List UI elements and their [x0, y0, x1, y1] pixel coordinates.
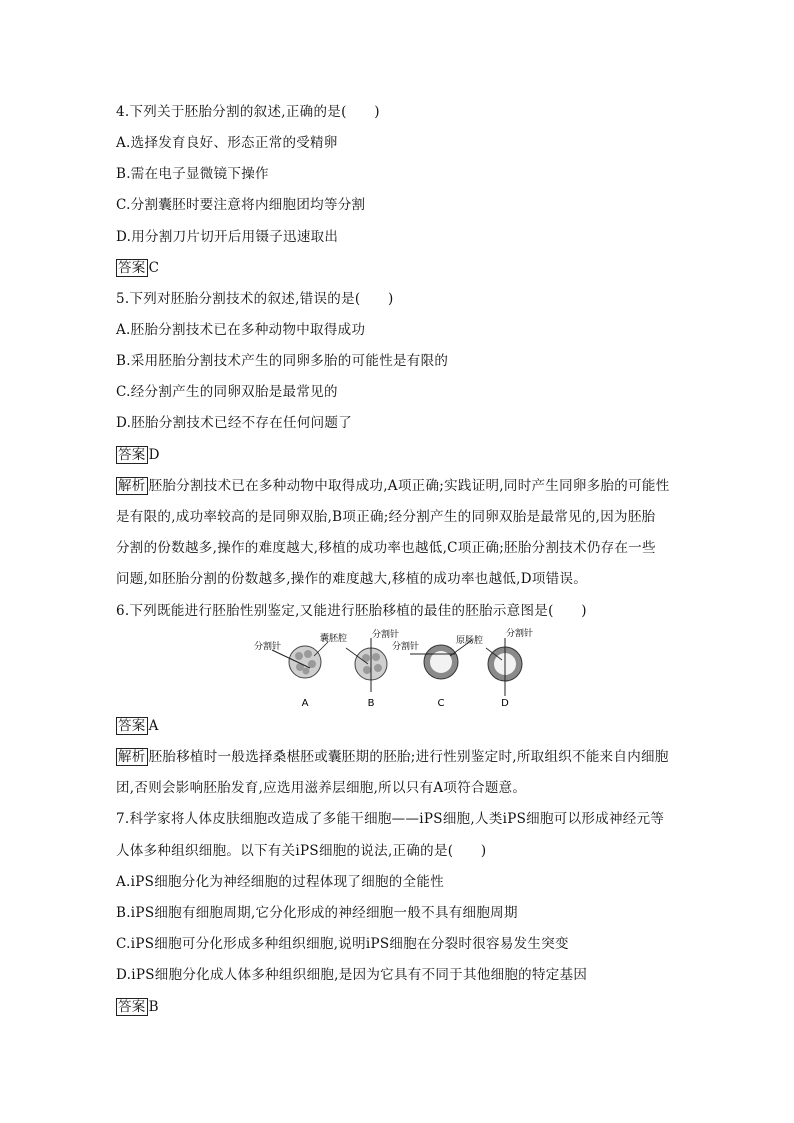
- label-archenteron: 原肠腔: [456, 636, 484, 646]
- q5-stem: 5.下列对胚胎分割技术的叙述,错误的是( ): [116, 291, 394, 307]
- panel-label-c: C: [437, 698, 445, 709]
- q6-analysis-text-1: 胚胎移植时一般选择桑椹胚或囊胚期的胚胎;进行性别鉴定时,所取组织不能来自内细胞: [148, 749, 669, 765]
- q5-answer: [116, 446, 160, 464]
- q6-answer: [116, 717, 159, 735]
- q4-option-b: B.需在电子显微镜下操作: [116, 166, 269, 182]
- q6-analysis-line-2: 团,否则会影响胚胎发育,应选用滋养层细胞,所以只有A项符合题意。: [116, 780, 527, 796]
- label-blastocoel: 囊胚腔: [320, 634, 348, 644]
- q7-stem-line-2: 人体多种组织细胞。以下有关iPS细胞的说法,正确的是( ): [116, 843, 487, 859]
- q4-option-c: C.分割囊胚时要注意将内细胞团均等分割: [116, 197, 366, 213]
- answer-tag: 答案: [118, 718, 146, 734]
- q5-analysis-line-3: 分割的份数越多,操作的难度越大,移植的成功率也越低,C项正确;胚胎分割技术仍存在一些: [116, 540, 656, 556]
- label-needle-c: 分割针: [392, 642, 420, 652]
- panel-label-d: D: [501, 698, 509, 709]
- q5-option-a: A.胚胎分割技术已在多种动物中取得成功: [116, 322, 366, 338]
- q5-option-d: D.胚胎分割技术已经不存在任何问题了: [116, 415, 353, 431]
- label-needle-d: 分割针: [506, 629, 534, 639]
- q4-stem: 4.下列关于胚胎分割的叙述,正确的是( ): [116, 104, 380, 120]
- q5-option-c: C.经分割产生的同卵双胎是最常见的: [116, 384, 338, 400]
- q6-stem: 6.下列既能进行胚胎性别鉴定,又能进行胚胎移植的最佳的胚胎示意图是( ): [116, 603, 587, 619]
- label-needle-a: 分割针: [254, 642, 282, 652]
- analysis-tag: 解析: [118, 478, 146, 494]
- embryo-b: [346, 638, 387, 692]
- q7-option-a: A.iPS细胞分化为神经细胞的过程体现了细胞的全能性: [116, 874, 444, 890]
- q5-analysis-line-2: 是有限的,成功率较高的是同卵双胎,B项正确;经分割产生的同卵双胎是最常见的,因为胚胎: [116, 509, 656, 525]
- panel-label-b: B: [367, 698, 375, 709]
- q5-analysis-line-1: [116, 477, 670, 495]
- q7-option-d: D.iPS细胞分化成人体多种组织细胞,是因为它具有不同于其他细胞的特定基因: [116, 967, 588, 983]
- q7-answer-value: B: [148, 999, 159, 1015]
- q5-analysis-line-4: 问题,如胚胎分割的份数越多,操作的难度越大,移植的成功率也越低,D项错误。: [116, 571, 588, 587]
- q7-option-c: C.iPS细胞可分化形成多种组织细胞,说明iPS细胞在分裂时很容易发生突变: [116, 936, 569, 952]
- q4-option-d: D.用分割刀片切开后用镊子迅速取出: [116, 229, 339, 245]
- q7-stem-line-1: 7.科学家将人体皮肤细胞改造成了多能干细胞——iPS细胞,人类iPS细胞可以形成神经元等: [116, 811, 665, 827]
- embryo-figure: [250, 626, 550, 712]
- q5-analysis-text-1: 胚胎分割技术已在多种动物中取得成功,A项正确;实践证明,同时产生同卵多胎的可能性: [148, 478, 670, 494]
- analysis-tag: 解析: [118, 749, 146, 765]
- q6-answer-value: A: [148, 718, 159, 734]
- label-needle-b: 分割针: [372, 630, 400, 640]
- q5-option-b: B.采用胚胎分割技术产生的同卵多胎的可能性是有限的: [116, 353, 449, 369]
- answer-tag: 答案: [118, 999, 146, 1015]
- q7-answer: [116, 998, 159, 1016]
- answer-tag: 答案: [118, 447, 146, 463]
- q4-option-a: A.选择发育良好、形态正常的受精卵: [116, 135, 338, 151]
- q6-analysis-line-1: [116, 748, 669, 766]
- q7-option-b: B.iPS细胞有细胞周期,它分化形成的神经细胞一般不具有细胞周期: [116, 905, 518, 921]
- q5-answer-value: D: [148, 447, 160, 463]
- panel-label-a: A: [301, 698, 309, 709]
- embryo-d: [486, 638, 522, 696]
- q4-answer-value: C: [148, 260, 160, 276]
- answer-tag: 答案: [118, 260, 146, 276]
- q4-answer: [116, 259, 159, 277]
